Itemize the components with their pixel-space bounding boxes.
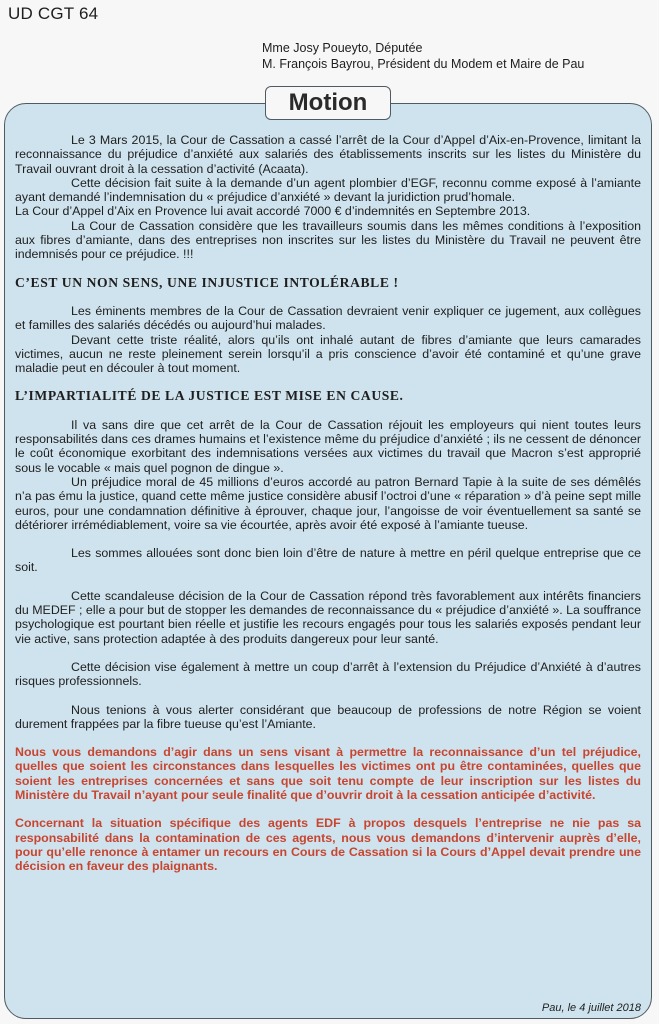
section-heading: C’EST UN NON SENS, UNE INJUSTICE INTOLÉRABLE !: [15, 274, 399, 290]
section-heading: L’IMPARTIALITÉ DE LA JUSTICE EST MISE EN CAUSE.: [15, 388, 404, 404]
demand-paragraph: Concernant la situation spécifique des agents EDF à propos desquels l’entreprise ne nie pas sa responsabilité dans la contamination de ces agents, nous vous demandons d’intervenir auprès d’elle, pour qu’elle renonce à entamer un recours en Cours de Cassation si la Cours d’Appel devait prendre une décision en faveur des plaignants.: [15, 816, 641, 874]
recipient-line: M. François Bayrou, Président du Modem et Maire de Pau: [262, 57, 585, 71]
demand-paragraph: Nous vous demandons d’agir dans un sens visant à permettre la reconnaissance d’un tel préjudice, quelles que soient les circonstances dans lesquelles les victimes ont pu être contaminées, quelles que soient les entreprises concernées et sans que soit tenu compte de leur inscription sur les listes du Ministère du Travail n’ayant pour seule finalité que d’ouvrir droit à la cessation anticipée d’activité.: [15, 745, 641, 802]
paragraph: Un préjudice moral de 45 millions d’euros accordé au patron Bernard Tapie à la suite de ses démêlés n’a pas ému la justice, quand cette même justice considère abusif l’octroi d’une « réparation » d’à peine sept mille euros, pour une condamnation définitive à éprouver, chaque jour, l’angoisse de voir éventuellement sa santé se détériorer irrémédiablement, voire sa vie écourtée, après avoir été exposé à l’amiante tueuse.: [15, 474, 641, 532]
paragraph: Cette scandaleuse décision de la Cour de Cassation répond très favorablement aux intérêts financiers du MEDEF ; elle a pour but de stopper les demandes de reconnaissance du « préjudice d’anxiété ». La souffrance psychologique est pourtant bien réelle et justifie les recours engagés pour tous les salariés exposés pendant leur vie active, sans protection adaptée à des produits dangereux pour leur santé.: [15, 588, 641, 646]
organization-name: UD CGT 64: [8, 4, 99, 23]
paragraph: La Cour de Cassation considère que les travailleurs soumis dans les mêmes conditions à l’exposition aux fibres d’amiante, dans des entreprises non inscrites sur les listes du Ministère du Travail ne peuvent être indemnisés pour ce préjudice. !!!: [15, 218, 641, 262]
paragraph: Cette décision fait suite à la demande d’un agent plombier d’EGF, reconnu comme exposé à l’amiante ayant demandé l’indemnisation du « préjudice d’anxiété » devant la juridiction prud’homale.: [15, 175, 641, 205]
document-title: Motion: [265, 86, 391, 120]
paragraph: Cette décision vise également à mettre un coup d’arrêt à l’extension du Préjudice d’Anxiété à d’autres risques professionnels.: [15, 659, 641, 689]
signature-date: Pau, le 4 juillet 2018: [541, 1002, 641, 1014]
paragraph: La Cour d’Appel d’Aix en Provence lui avait accordé 7000 € d’indemnités en Septembre 2013.: [15, 204, 531, 219]
paragraph: Nous tenions à vous alerter considérant que beaucoup de professions de notre Région se voient durement frappées par la fibre tueuse qu’est l’Amiante.: [15, 702, 641, 731]
paragraph: Devant cette triste réalité, alors qu’ils ont inhalé autant de fibres d’amiante que leurs camarades victimes, aucun ne reste pleinement serein lorsqu’il a pris conscience d’avoir été contaminé et qu’une grave maladie peut en découler à tout moment.: [15, 332, 641, 376]
recipients-block: [262, 40, 584, 72]
recipient-line: Mme Josy Poueyto, Députée: [262, 41, 423, 55]
motion-body: [15, 133, 641, 873]
paragraph: Le 3 Mars 2015, la Cour de Cassation a cassé l’arrêt de la Cour d’Appel d’Aix-en-Provence, limitant la reconnaissance du préjudice d’anxiété aux salariés des établissements inscrits sur les listes du Ministère du Travail ouvrant droit à la cessation d’activité (Acaata).: [15, 133, 641, 176]
paragraph: Il va sans dire que cet arrêt de la Cour de Cassation réjouit les employeurs qui nient toutes leurs responsabilités dans ces drames humains et l’existence même du préjudice d’anxiété ; ils ne cessent de dénoncer le coût économique exorbitant des indemnisations versées aux victimes du travail que Macron s’est approprié sous le vocable « mais quel pognon de dingue ».: [15, 417, 641, 475]
paragraph: Les éminents membres de la Cour de Cassation devraient venir expliquer ce jugement, aux collègues et familles des salariés décédés ou aujourd’hui malades.: [15, 303, 641, 333]
paragraph: Les sommes allouées sont donc bien loin d’être de nature à mettre en péril quelque entreprise que ce soit.: [15, 546, 641, 575]
